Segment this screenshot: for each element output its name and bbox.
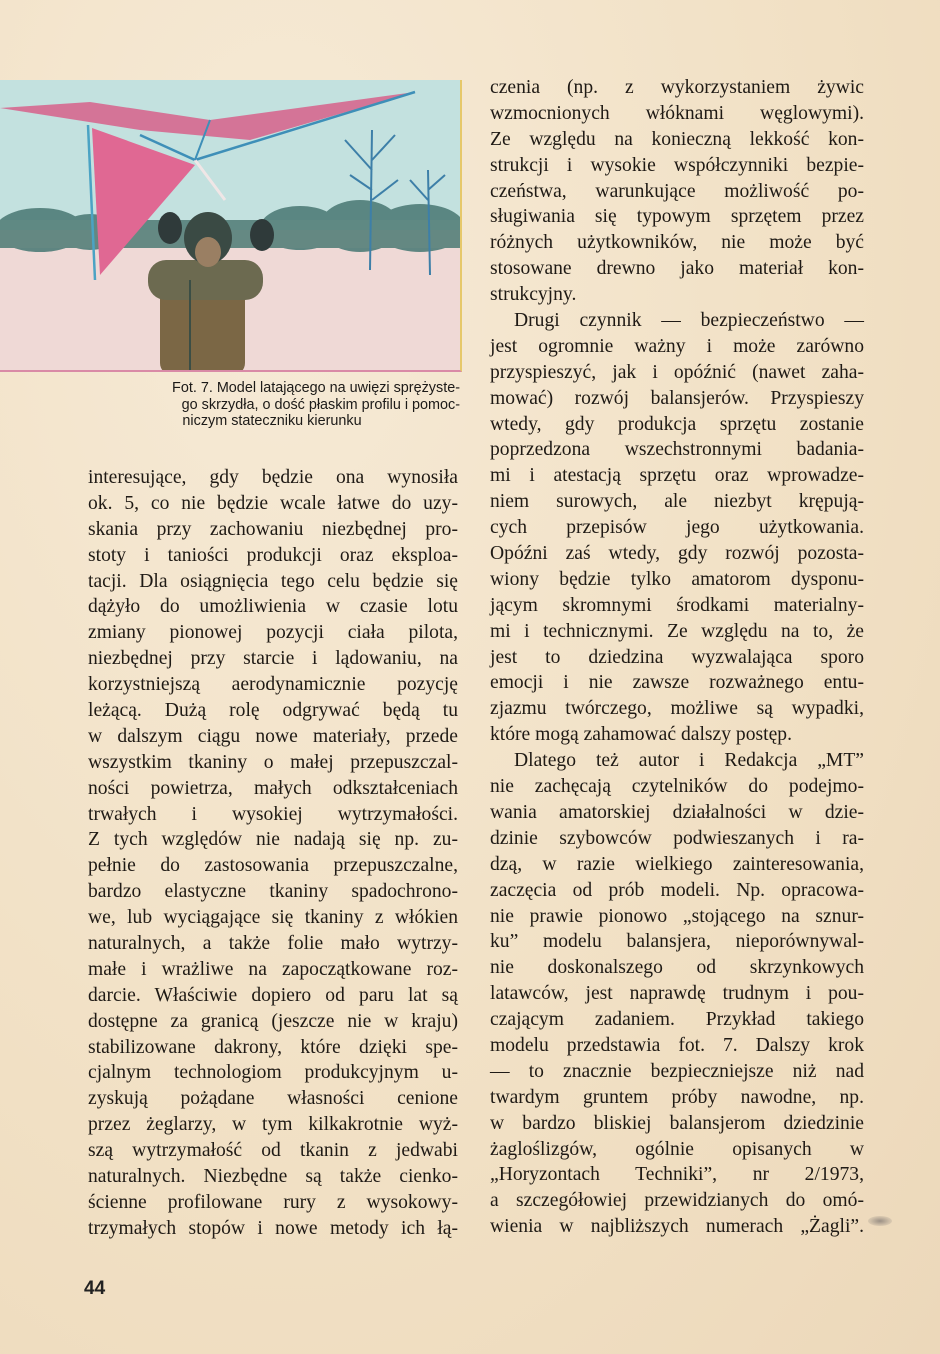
text-line: sługiwania się typowym sprzętem przez [490,206,864,228]
text-line: a szczegółowiej przewidzianych do omó- [490,1190,864,1212]
text-line: zjazmu twórczego, możliwe są wypadki, [490,698,864,720]
text-line: wzmocnionych włóknami węglowymi). [490,102,864,124]
text-line: mi i technicznymi. Ze względu na to, że [490,620,864,642]
text-line: twardym gruntem próby nawodne, np. [490,1086,864,1108]
text-line: przez żeglarzy, w tym kilkakrotnie wyż- [88,1114,458,1136]
text-line: wienia w najbliższych numerach „Żagli”. [490,1216,864,1238]
paragraph-start: Dlatego też autor i Redakcja „MT” [514,750,864,772]
text-line: latawców, jest naprawdę trudnym i pou- [490,983,864,1005]
text-line: małe i wrażliwe na zapoczątkowane roz- [88,958,458,980]
text-line: niem surowych, ale niezbyt krępują- [490,491,864,513]
text-line: ności powietrza, małych odkształceniach [88,777,458,799]
text-line: darcie. Właściwie dopiero od paru lat są [88,984,458,1006]
text-line: bardzo elastyczne tkaniny spadochrono- [88,881,458,903]
text-line: różnych użytkowników, nie może być [490,232,864,254]
text-line: — to znacznie bezpieczniejsze niż nad [490,1060,864,1082]
text-line: tacji. Dla osiągnięcia tego celu będzie się [88,570,458,592]
text-column-right [490,75,864,1240]
caption-line: go skrzydła, o dość płaskim profilu i pomoc- [181,396,460,413]
text-column-left [88,465,458,1242]
text-line: zmiany pionowej pozycji ciała pilota, [88,622,458,644]
text-line: pełnie do zastosowania przepuszczalne, [88,855,458,877]
text-line: stabilizowane dakrony, które dzięki spe- [88,1036,458,1058]
text-line: w dalszym ciągu nowe materiały, przede [88,725,458,747]
text-line: strukcji i wysokie współczynniki bezpie- [490,154,864,176]
text-line: jest to dziedzina wyzwalająca sporo [490,646,864,668]
text-line: naturalnych. Niezbędne są także cienko- [88,1166,458,1188]
text-line: „Horyzontach Techniki”, nr 2/1973, [490,1164,864,1186]
text-line: zyskują pożądane własności cenione [88,1088,458,1110]
text-line: trwałych i wysokiej wytrzymałości. [88,803,458,825]
text-line: poprzedzona wszechstronnymi badania- [490,439,864,461]
caption-line: Fot. 7. Model latającego na uwięzi sprężyste- [172,380,460,396]
text-line: nie doskonalszego od skrzynkowych [490,957,864,979]
text-line: cjalnym technologiom produkcyjnym u- [88,1062,458,1084]
page-number: 44 [84,1278,106,1299]
text-line: które mogą zahamować dalszy postęp. [490,724,792,746]
text-line: dążyło do umożliwienia w czasie lotu [88,596,458,618]
text-line: emocji i nie zawsze rozważnego entu- [490,672,864,694]
text-line: cych przepisów jego użytkowania. [490,517,864,539]
text-line: Z tych względów nie nadają się np. zu- [88,829,458,851]
text-line: we, lub wyciągające się tkaniny z włókien [88,907,458,929]
text-line: dzą, w razie wielkiego zainteresowania, [490,853,864,875]
text-line: w bardzo bliskiej balansjerom dziedzinie [490,1112,864,1134]
text-line: stoty i taniości produkcji oraz eksploa- [88,544,458,566]
text-line: mi i atestacją sprzętu oraz wprowadze- [490,465,864,487]
text-line: Ze względu na konieczną lekkość kon- [490,128,864,150]
text-line: wtedy, gdy produkcja sprzętu zostanie [490,413,864,435]
text-line: wszystkim tkaniny o małej przepuszczal- [88,751,458,773]
text-line: niezbędnej przy starcie i lądowaniu, na [88,648,458,670]
text-line: naturalnych, a także folie mało wytrzy- [88,933,458,955]
text-line: dzinie szybowców podwieszanych i ra- [490,827,864,849]
text-line: jącym skromnymi środkami materialny- [490,594,864,616]
text-line: mować) rozwój balansjerów. Przyspieszy [490,387,864,409]
print-smudge [868,1216,892,1226]
text-line: Opóźni zaś wtedy, gdy rozwój pozosta- [490,543,864,565]
text-line: żagloślizgów, ogólnie opisanych w [490,1138,864,1160]
text-line: modelu przedstawia fot. 7. Dalszy krok [490,1034,864,1056]
photo-illustration [0,80,460,370]
text-line: leżącą. Dużą rolę odgrywać będą tu [88,700,458,722]
paragraph-start: Drugi czynnik — bezpieczeństwo — [514,310,864,332]
text-line: dostępne za granicą (jeszcze nie w kraju) [88,1010,458,1032]
text-line: wiony będzie tylko amatorom dysponu- [490,568,864,590]
text-line: interesujące, gdy będzie ona wynosiła [88,467,458,488]
text-line: czenia (np. z wykorzystaniem żywic [490,77,864,98]
text-line: ok. 5, co nie będzie wcale łatwe do uzy- [88,492,458,514]
text-line: strukcyjny. [490,284,577,306]
text-line: wania amatorskiej działalności w dzie- [490,801,864,823]
text-line: nie zachęcają czytelników do podejmo- [490,776,864,798]
text-line: ku” modelu balansjera, nieporównywal- [490,931,864,953]
text-line: czającym zadaniem. Przykład takiego [490,1009,864,1031]
text-line: nie prawie pionowo „stojącego na sznur- [490,905,864,927]
text-line: ścienne profilowane rury z wysokowy- [88,1191,458,1213]
photo-caption [84,380,460,430]
text-line: czeństwa, warunkujące możliwość po- [490,180,864,202]
caption-line: niczym stateczniku kierunku [182,413,362,429]
text-line: skania przy zachowaniu niezbędnej pro- [88,518,458,540]
text-line: szą wytrzymałość od tkanin z jedwabi [88,1140,458,1162]
text-line: stosowane drewno jako materiał kon- [490,258,864,280]
text-line: jest ogromnie ważny i może zarówno [490,335,864,357]
text-line: zaczęcia od prób modeli. Np. opracowa- [490,879,864,901]
text-line: przyspieszyć, jak i opóźnić (nawet zaha- [490,361,864,383]
photo-kite-model [0,80,462,372]
text-line: korzystniejszą aerodynamicznie pozycję [88,674,458,696]
text-line: trzymałych stopów i nowe metody ich łą- [88,1217,458,1239]
